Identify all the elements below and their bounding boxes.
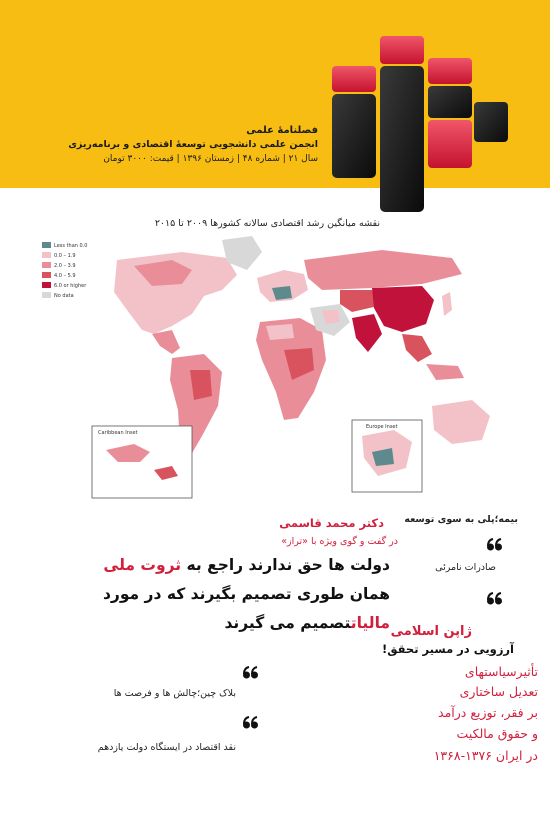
headline-text: دولت ها حق ندارند راجع به — [186, 556, 390, 574]
article-title-line: در ایران ۱۳۷۶-۱۳۶۸ — [433, 748, 538, 763]
world-growth-map — [22, 230, 522, 510]
map-title: نقشه میانگین رشد اقتصادی سالانه کشورها ۲۰۰۹ تا ۲۰۱۵ — [154, 218, 380, 229]
quote-icon — [242, 666, 260, 680]
headline-line-1 — [103, 556, 390, 574]
legend-label: No data — [54, 293, 74, 299]
insurance-section-title: بیمه؛پلی به سوی توسعه — [404, 514, 518, 525]
left-item-economy-critique: نقد اقتصاد در ایستگاه دولت یازدهم — [97, 742, 236, 753]
legend-label: Less than 0.0 — [54, 243, 88, 249]
quote-icon — [242, 716, 260, 730]
organization-name: انجمن علمی دانشجویی توسعهٔ اقتصادی و برنامه‌ریزی — [68, 139, 318, 150]
headline-text: تصمیم می گیرند — [224, 614, 351, 632]
left-item-blockchain: بلاک چین؛چالش ها و فرصت ها — [113, 688, 236, 699]
interviewee-name: دکتر محمد قاسمی — [279, 516, 384, 530]
right-item-invisible-exports: صادرات نامرئی — [435, 562, 496, 573]
issue-info: سال ۲۱ | شماره ۴۸ | زمستان ۱۳۹۶ | قیمت: ۳۰۰۰ تومان — [103, 154, 318, 164]
legend-swatch — [42, 262, 51, 268]
magazine-label: فصلنامهٔ علمی — [246, 125, 318, 136]
caribbean-inset-label: Caribbean Inset — [98, 430, 138, 436]
legend-swatch — [42, 292, 51, 298]
legend-label: 4.0 – 5.9 — [54, 273, 76, 279]
japan-subtitle: آرزویی در مسیر تحقق! — [382, 642, 514, 656]
headline-line-2: همان طوری تصمیم بگیرند که در مورد — [102, 585, 390, 603]
legend-label: 6.0 or higher — [54, 283, 87, 289]
legend-label: 0.0 – 1.9 — [54, 253, 76, 259]
magazine-info — [68, 124, 318, 166]
headline-highlight: مالیات — [350, 614, 390, 632]
article-title-line: و حقوق مالکیت — [456, 726, 538, 741]
magazine-logo — [324, 36, 514, 214]
europe-inset-label: Europe Inset — [366, 424, 398, 430]
quote-icon — [486, 538, 504, 552]
article-title-line: تعدیل ساختاری — [459, 684, 538, 699]
legend-swatch — [42, 282, 51, 288]
article-title-line: بر فقر، توزیع درآمد — [438, 705, 538, 720]
legend-swatch — [42, 272, 51, 278]
legend-label: 2.0 – 3.9 — [54, 263, 76, 269]
legend-swatch — [42, 242, 51, 248]
headline-line-3 — [150, 614, 390, 632]
legend-swatch — [42, 252, 51, 258]
quote-icon — [486, 592, 504, 606]
headline-highlight: ثروت ملی — [103, 556, 182, 574]
article-title-line: تأثیرسیاستهای — [464, 664, 538, 679]
japan-title: ژاپن اسلامی — [390, 624, 472, 639]
interview-tag: در گفت و گوی ویژه با «تراز» — [281, 536, 398, 547]
